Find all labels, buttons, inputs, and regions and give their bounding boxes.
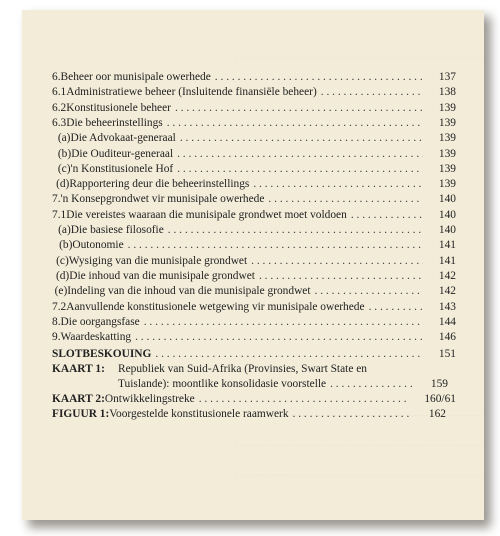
toc-entry-title: Indeling van die inhoud van die munisipale grondwet <box>67 285 311 298</box>
leader-dots <box>180 131 423 145</box>
leader-dots <box>177 147 423 161</box>
toc-entry-label: KAART 1: <box>52 363 105 375</box>
toc-entry-title: SLOTBESKOUING <box>52 348 152 360</box>
leader-dots <box>351 208 423 222</box>
toc-entry-title: Die basiese filosofie <box>70 224 164 236</box>
toc-entry-number: 6. <box>52 71 61 83</box>
toc-entry-sub-letter: (a) <box>57 132 71 145</box>
toc-entry-title: Konstitusionele beheer <box>66 101 171 114</box>
toc-entry <box>52 315 456 329</box>
toc-entry-page: 137 <box>438 71 456 83</box>
toc-entry-title: Die oorgangsfase <box>60 315 140 328</box>
toc-entry-sub-letter: (c) <box>57 162 71 175</box>
toc-entry-page: 139 <box>438 178 456 191</box>
book-page <box>22 10 484 520</box>
leader-dots <box>167 116 423 130</box>
toc-entry-page: 139 <box>438 147 456 160</box>
toc-entry <box>52 208 456 222</box>
toc-entry-title: Outonomie <box>72 239 124 252</box>
toc-entry-sub-letter: (b) <box>59 239 73 252</box>
toc-entry-number: 7. <box>52 193 61 206</box>
leader-dots <box>315 284 423 298</box>
toc-entry-kaart-1-cont <box>118 377 448 391</box>
show-through-text <box>22 52 484 64</box>
leader-dots <box>135 330 423 344</box>
toc-entry <box>52 147 456 161</box>
toc-entry-title: Die vereistes waaraan die munisipale grondwet moet voldoen <box>66 208 347 221</box>
leader-dots <box>268 192 423 206</box>
toc-entry <box>52 162 456 176</box>
toc-entry <box>52 177 456 191</box>
toc-entry-sub-letter: (a) <box>58 224 71 236</box>
toc-entry <box>52 223 456 237</box>
toc-entry <box>52 85 456 99</box>
toc-entry-number: 8. <box>52 315 61 328</box>
toc-entry-page: 141 <box>438 239 456 252</box>
toc-entry-sub-letter: (c) <box>56 254 69 267</box>
leader-dots <box>253 177 423 191</box>
toc-entry-page: 138 <box>438 86 456 99</box>
toc-entry-page: 143 <box>438 300 456 313</box>
toc-entry-title: Wysiging van die munisipale grondwet <box>68 254 248 267</box>
toc-entry <box>52 101 456 115</box>
toc-entry-page: 162 <box>428 408 446 420</box>
toc-entry-page: 139 <box>438 101 456 114</box>
leader-dots <box>369 300 423 314</box>
toc-entry-sub-letter: (b) <box>57 147 72 160</box>
leader-dots <box>177 162 423 176</box>
toc-entry-title: Administratiewe beheer (Insluitende finansiële beheer) <box>66 86 317 99</box>
toc-entry-slotbeskouing <box>52 347 456 361</box>
toc-entry-page: 142 <box>438 285 456 298</box>
toc-entry-label: FIGUUR 1: <box>52 408 110 420</box>
toc-entry-page: 140 <box>438 193 456 206</box>
leader-dots <box>199 392 409 406</box>
toc-entry <box>52 330 456 344</box>
toc-entry <box>52 300 456 314</box>
toc-entry-title: 'n Konsepgrondwet vir munisipale owerhede <box>60 193 265 206</box>
toc-entry-title: Voorgestelde konstitusionele raamwerk <box>109 408 289 420</box>
leader-dots <box>128 238 423 252</box>
toc-entry-title: 'n Konstitusionele Hof <box>70 162 174 175</box>
toc-entry-page: 139 <box>438 132 456 145</box>
toc-entry-number: 7.1 <box>52 208 67 221</box>
toc-entry-page: 151 <box>438 348 456 360</box>
toc-entry-title: Die Advokaat-generaal <box>70 132 176 145</box>
toc-entry-page: 139 <box>438 116 456 129</box>
toc-entry-page: 142 <box>438 269 456 282</box>
toc-entry-title-cont: Tuislande): moontlike konsolidasie voorstelle <box>118 378 327 390</box>
toc-entry <box>52 284 456 298</box>
toc-entry-number: 9. <box>52 331 61 344</box>
leader-dots <box>144 315 423 329</box>
toc-entry-sub-letter: (e) <box>54 285 68 298</box>
leader-dots <box>168 223 423 237</box>
toc-entry-sub-letter: (d) <box>56 178 70 191</box>
toc-entry-title: Ontwikkelingstreke <box>104 393 195 405</box>
toc-entry-page: 146 <box>438 331 456 344</box>
toc-entry-title: Die beheerinstellings <box>66 116 163 129</box>
leader-dots <box>259 269 423 283</box>
toc-entry-number: 6.2 <box>52 101 67 114</box>
toc-entry-title: Rapportering deur die beheerinstellings <box>69 178 250 191</box>
toc-entry-title: Beheer oor munisipale owerhede <box>60 71 211 83</box>
toc-entry <box>52 254 456 268</box>
toc-entry-title: Die Ouditeur-generaal <box>71 147 174 160</box>
toc-entry-page: 139 <box>438 162 456 175</box>
toc-entry-number: 7.2 <box>52 300 67 313</box>
toc-entry-number: 6.1 <box>52 86 67 99</box>
toc-entry <box>52 116 456 130</box>
toc-entry-kaart-1 <box>52 362 456 376</box>
toc-entry-page: 160/61 <box>424 393 456 405</box>
show-through-text <box>22 440 484 452</box>
toc-entry <box>52 269 456 283</box>
leader-dots <box>155 347 423 361</box>
show-through-text <box>22 470 484 482</box>
toc-entry <box>52 192 456 206</box>
leader-dots <box>215 70 423 84</box>
toc-entry-page: 140 <box>438 208 456 221</box>
toc-entry-page: 140 <box>438 224 456 236</box>
leader-dots <box>251 254 423 268</box>
toc-entry-sub-letter: (d) <box>55 269 70 282</box>
toc-entry-label: KAART 2: <box>52 393 105 405</box>
toc-entry-title: Republiek van Suid-Afrika (Provinsies, Swart State en <box>118 363 367 375</box>
leader-dots <box>293 407 413 421</box>
toc-entry-page: 144 <box>438 315 456 328</box>
toc-entry-title: Waardeskatting <box>60 331 132 344</box>
toc-entry-page: 159 <box>430 378 448 390</box>
toc-entry-kaart-2 <box>52 392 456 406</box>
toc-entry <box>52 238 456 252</box>
leader-dots <box>321 85 423 99</box>
toc-entry-page: 141 <box>438 254 456 267</box>
toc-entry-number: 6.3 <box>52 116 67 129</box>
toc-entry <box>52 131 456 145</box>
toc-entry-figuur-1 <box>52 407 446 421</box>
leader-dots <box>330 377 415 391</box>
toc-entry-title: Aanvullende konstitusionele wetgewing vir munisipale owerhede <box>66 300 365 313</box>
toc-entry-title: Die inhoud van die munisipale grondwet <box>69 269 255 282</box>
toc-entry <box>52 70 456 84</box>
leader-dots <box>175 101 423 115</box>
